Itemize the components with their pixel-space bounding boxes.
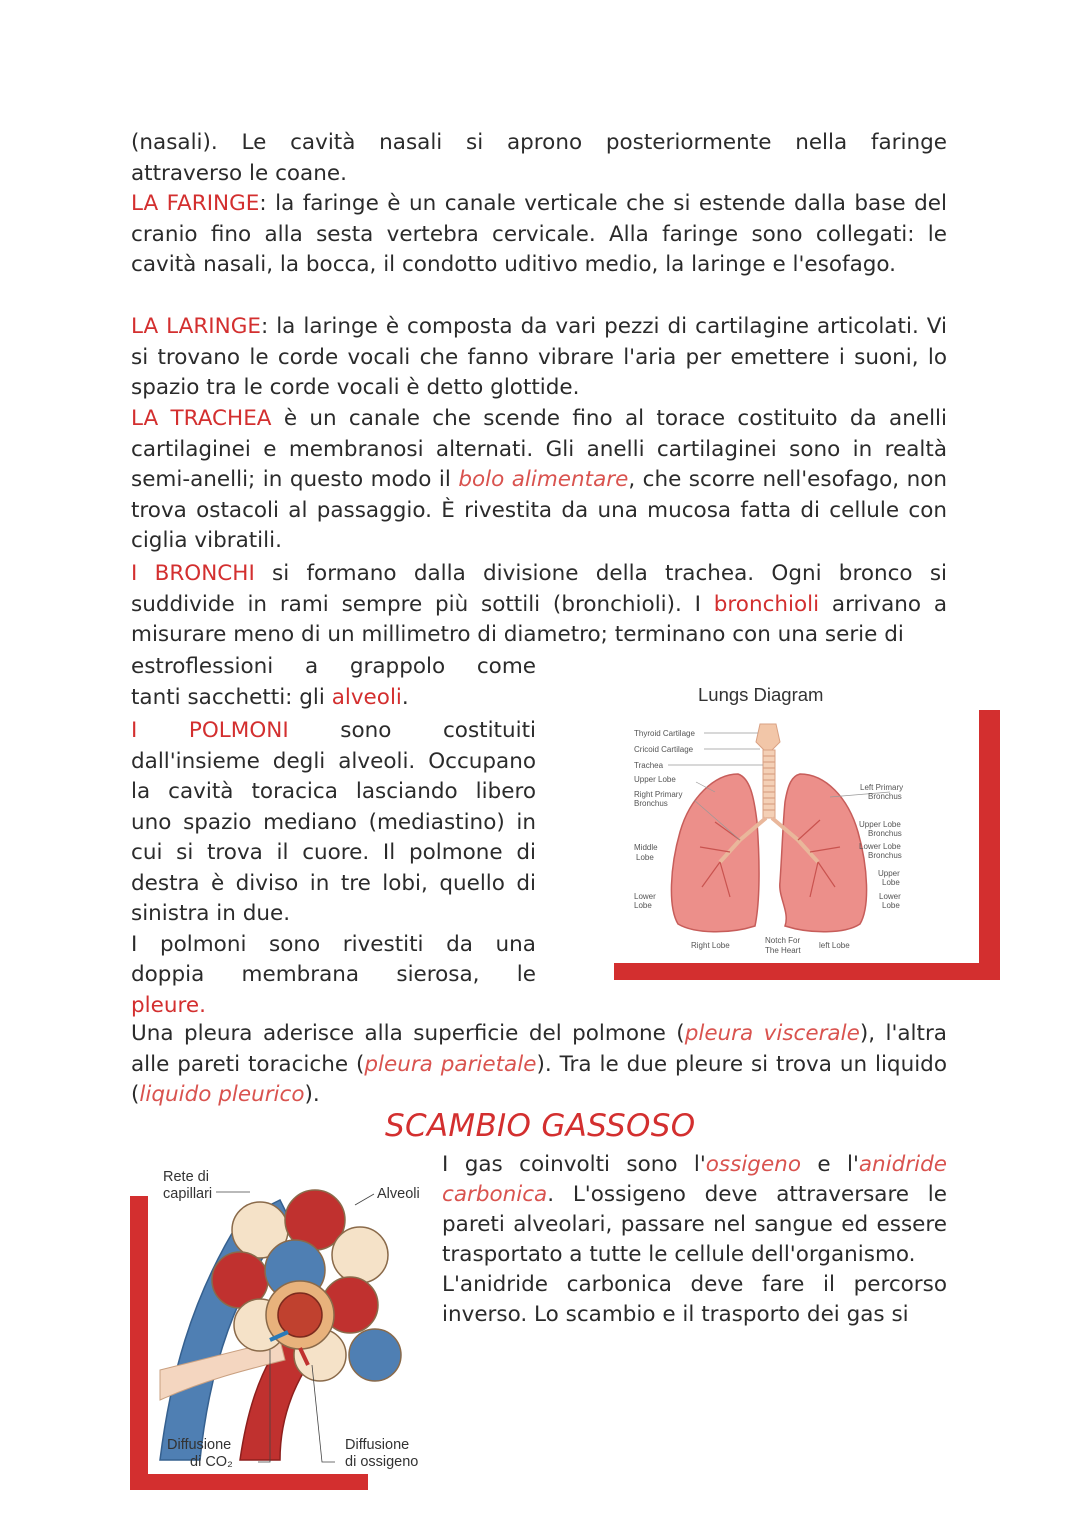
pleura-text-c: ). Tra le due pleure si trova un liquido (: [131, 1051, 947, 1107]
label-lower-2: Lobe: [634, 901, 652, 910]
bronchi-heading: I BRONCHI: [131, 561, 255, 586]
laringe-paragraph: [131, 312, 947, 404]
label-middle-2: Lobe: [636, 853, 654, 862]
polmoni-paragraph: [131, 716, 536, 1021]
label-lower-lobe-b-2: Bronchus: [868, 851, 902, 860]
bronchi-line-estroflessioni: estroflessioni a grappolo come: [131, 654, 536, 679]
label-lower-lobe-b-1: Lower Lobe: [859, 842, 901, 851]
bronchi-tail: [131, 652, 536, 713]
trachea-text-a: è un canale che scende fino al torace costituito da anelli cartilaginei e membranosi alternati. Gli anelli cartilaginei sono in realtà semi-anelli; in questo modo il: [131, 406, 947, 492]
pleura-paragraph: [131, 1019, 947, 1111]
label-upper-lobe-b-1: Upper Lobe: [859, 820, 901, 829]
pleura-parietale: pleura parietale: [364, 1051, 537, 1077]
label-diff-co2-2: di CO₂: [190, 1454, 233, 1470]
bronchi-text-a: si formano dalla divisione della trachea. Ogni bronco si suddivide in rami sempre più sottili (bronchioli). I: [131, 561, 948, 617]
label-diff-co2-1: Diffusione: [167, 1437, 232, 1453]
label-lower-1: Lower: [634, 892, 656, 901]
label-upper-r-2: Lobe: [882, 878, 900, 887]
label-lower-r-2: Lobe: [882, 901, 900, 910]
exchange-text-d: L'anidride carbonica deve fare il percorso inverso. Lo scambio e il trasporto dei gas si: [442, 1272, 947, 1327]
faringe-paragraph: [131, 189, 947, 281]
alveoli-term: alveoli: [331, 684, 402, 710]
pleura-text-a: Una pleura aderisce alla superficie del polmone (: [131, 1021, 685, 1046]
bronchi-line-sacchetti: tanti sacchetti: gli: [131, 684, 332, 710]
pleure-term: pleure.: [131, 992, 206, 1018]
exchange-text-b: e l': [800, 1152, 859, 1177]
label-right-lobe: Right Lobe: [691, 941, 730, 950]
label-left-primary-1: Left Primary: [860, 783, 904, 792]
bronchi-line-period: .: [401, 684, 409, 710]
label-middle-1: Middle: [634, 843, 658, 852]
exchange-paragraph: [442, 1150, 947, 1330]
polmoni-line-4: cui si trova il cuore. Il polmone di: [131, 840, 536, 865]
label-rete-1: Rete di: [163, 1169, 209, 1185]
alveoli-diagram: [130, 1160, 430, 1480]
label-trachea: Trachea: [634, 761, 664, 770]
polmoni-line-6: sinistra in due.: [131, 901, 291, 926]
label-notch-2: The Heart: [765, 946, 801, 955]
laringe-text: : la laringe è composta da vari pezzi di cartilagine articolati. Vi si trovano le corde vocali che fanno vibrare l'aria per emettere i suoni, lo spazio tra le corde vocali è detto glottide.: [131, 314, 947, 400]
trachea-heading: LA TRACHEA: [131, 406, 272, 431]
label-left-lobe: left Lobe: [819, 941, 850, 950]
lungs-diagram: [620, 712, 975, 960]
lungs-frame-horizontal: [614, 963, 1000, 980]
lungs-diagram-title: Lungs Diagram: [698, 684, 824, 705]
faringe-text: : la faringe è un canale verticale che si estende dalla base del cranio fino alla sesta vertebra cervicale. Alla faringe sono collegati: le cavità nasali, la bocca, il condotto uditivo medio, la laringe e l'esofago.: [131, 191, 947, 277]
polmoni-line-8: doppia membrana sierosa, le: [131, 962, 536, 987]
polmoni-line-2: la cavità toracica lasciando libero: [131, 779, 536, 804]
polmoni-head-rest: sono costituiti: [340, 718, 536, 743]
label-right-primary-1: Right Primary: [634, 790, 683, 799]
right-lung-shape: [671, 774, 759, 932]
pleura-text-b: ), l'altra alle pareti toraciche (: [131, 1021, 947, 1077]
exchange-text-c: . L'ossigeno deve attraversare le pareti alveolari, passare nel sangue ed essere trasportato a tutte le cellule dell'organismo.: [442, 1182, 947, 1267]
nasal-line-2: attraverso le coane.: [131, 160, 347, 186]
exchange-text-a: I gas coinvolti sono l': [442, 1152, 706, 1177]
polmoni-heading: I POLMONI: [131, 718, 289, 743]
label-diff-o2-1: Diffusione: [345, 1437, 410, 1453]
left-lung-shape: [780, 774, 867, 932]
polmoni-line-1: dall'insieme degli alveoli. Occupano: [131, 748, 536, 774]
nasal-line-1: (nasali). Le cavità nasali si aprono posteriormente nella faringe: [131, 130, 947, 155]
label-upper-lobe-b-2: Bronchus: [868, 829, 902, 838]
lungs-frame-vertical: [979, 710, 1000, 980]
trachea-text-b: , che scorre nell'esofago, non trova ostacoli al passaggio. È rivestita da una mucosa fatta di cellule con ciglia vibratili.: [131, 467, 947, 553]
bronchi-paragraph: [131, 559, 947, 651]
polmoni-line-3: uno spazio mediano (mediastino) in: [131, 809, 536, 835]
faringe-heading: LA FARINGE: [131, 191, 260, 216]
trachea-shape: [763, 750, 775, 818]
label-left-primary-2: Bronchus: [868, 792, 902, 801]
polmoni-line-5: destra è diviso in tre lobi, quello di: [131, 870, 536, 896]
label-cricoid: Cricoid Cartilage: [634, 745, 694, 754]
polmoni-line-7: I polmoni sono rivestiti da una: [131, 931, 536, 957]
trachea-paragraph: [131, 404, 947, 557]
bronchi-text-b: arrivano a misurare meno di un millimetro di diametro; terminano con una serie di: [131, 591, 947, 647]
scambio-title: SCAMBIO GASSOSO: [385, 1108, 696, 1144]
label-notch-1: Notch For: [765, 936, 801, 945]
label-thyroid: Thyroid Cartilage: [634, 729, 695, 738]
label-diff-o2-2: di ossigeno: [345, 1454, 419, 1470]
bolo-alimentare: bolo alimentare: [458, 467, 629, 492]
pleura-viscerale: pleura viscerale: [684, 1021, 860, 1046]
nasal-paragraph: [131, 128, 947, 189]
label-lower-r-1: Lower: [879, 892, 901, 901]
liquido-pleurico: liquido pleurico: [139, 1082, 305, 1107]
label-upper-r-1: Upper: [878, 869, 900, 878]
label-rete-2: capillari: [163, 1186, 213, 1202]
pleura-text-d: ).: [304, 1082, 320, 1107]
ossigeno-term: ossigeno: [705, 1152, 801, 1177]
bronchioli-term: bronchioli: [713, 591, 820, 617]
label-right-primary-2: Bronchus: [634, 799, 668, 808]
anidride-term: anidride carbonica: [442, 1152, 947, 1207]
label-upper-lobe: Upper Lobe: [634, 775, 676, 784]
larynx-shape: [756, 724, 780, 750]
label-alveoli: Alveoli: [377, 1186, 420, 1202]
laringe-heading: LA LARINGE: [131, 314, 261, 339]
